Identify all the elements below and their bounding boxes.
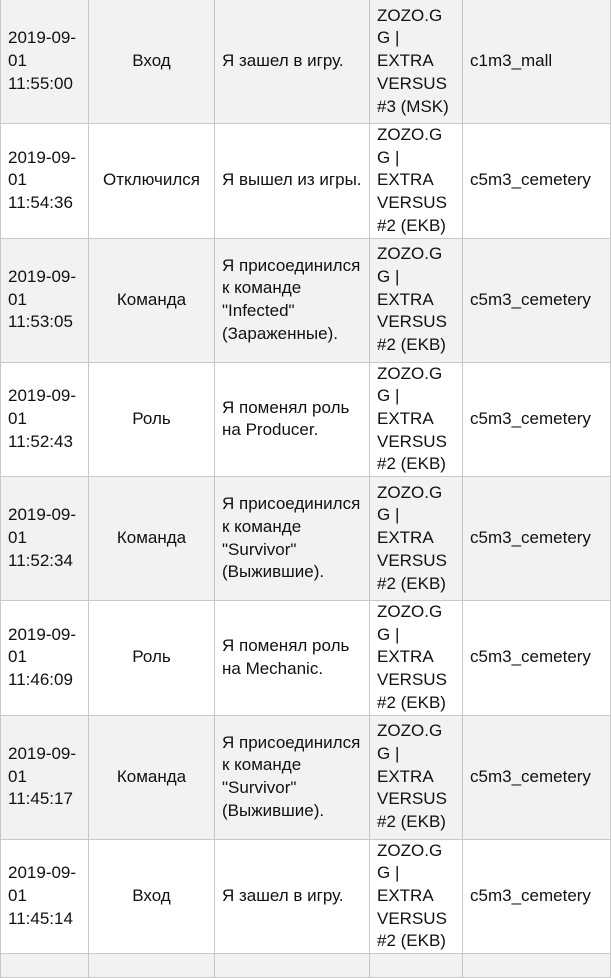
server-cell (370, 601, 463, 716)
event-type-cell (89, 362, 215, 477)
event-type-text: Отключился (103, 170, 200, 190)
map-text: c1m3_mall (470, 51, 553, 71)
event-type-text: Вход (132, 885, 171, 905)
server-cell (370, 0, 463, 124)
server-text: ZOZO.GG | EXTRA VERSUS #2 (EKB) (377, 482, 447, 593)
time-text: 2019-09-01 11:53:05 (8, 266, 77, 332)
time-text: 2019-09-01 11:55:00 (8, 28, 77, 93)
event-type-text: Команда (116, 289, 187, 309)
event-type-cell (89, 124, 215, 239)
message-text: Я поменял роль на Producer. (222, 397, 350, 440)
event-type-text: Команда (116, 528, 187, 548)
event-type-text: Команда (116, 766, 187, 786)
time-text: 2019-09-01 11:52:43 (8, 386, 77, 451)
event-type-cell (89, 238, 215, 362)
map-text: c5m3_cemetery (470, 766, 591, 786)
message-text: Я поменял роль на Mechanic. (222, 636, 350, 678)
map-cell (463, 124, 611, 239)
message-cell (215, 601, 370, 716)
time-text: 2019-09-01 11:46:09 (8, 624, 77, 690)
map-cell (463, 238, 611, 362)
server-text: ZOZO.GG | EXTRA VERSUS #2 (EKB) (377, 125, 447, 235)
event-type-text: Роль (132, 408, 171, 428)
time-cell (1, 362, 89, 477)
server-cell (370, 715, 463, 839)
map-cell (463, 839, 611, 954)
time-cell (1, 0, 89, 124)
map-cell (463, 362, 611, 477)
map-text: c5m3_cemetery (470, 289, 591, 309)
message-text: Я зашел в игру. (222, 885, 344, 905)
server-text: ZOZO.GG | EXTRA VERSUS #2 (EKB) (377, 840, 447, 951)
message-text: Я присоединился к команде "Survivor" (Выжившие). (222, 732, 361, 820)
table-row (1, 839, 611, 954)
server-text: ZOZO.GG | EXTRA VERSUS #3 (MSK) (377, 5, 449, 116)
table-row (1, 954, 611, 978)
map-text: c5m3_cemetery (470, 885, 591, 905)
table-row (1, 715, 611, 839)
message-text: Я присоединился к команде "Survivor" (Выжившие). (222, 494, 361, 582)
event-type-cell (89, 839, 215, 954)
message-cell (215, 238, 370, 362)
server-cell (370, 362, 463, 477)
server-text: ZOZO.GG | EXTRA VERSUS #2 (EKB) (377, 363, 447, 474)
map-text: c5m3_cemetery (470, 647, 591, 667)
time-cell (1, 477, 89, 601)
server-text: ZOZO.GG | EXTRA VERSUS #2 (EKB) (377, 244, 447, 355)
time-text: 2019-09-01 11:52:34 (8, 505, 77, 570)
map-text: c5m3_cemetery (470, 528, 591, 548)
time-text: 2019-09-01 11:54:36 (8, 147, 77, 213)
server-cell (370, 477, 463, 601)
message-cell (215, 954, 370, 978)
map-cell (463, 0, 611, 124)
time-cell (1, 954, 89, 978)
message-cell (215, 124, 370, 239)
event-type-text: Роль (132, 647, 171, 667)
map-text: c5m3_cemetery (470, 408, 591, 428)
time-text: 2019-09-01 11:45:17 (8, 743, 77, 809)
message-cell (215, 477, 370, 601)
message-cell (215, 362, 370, 477)
event-type-cell (89, 601, 215, 716)
message-text: Я вышел из игры. (222, 170, 362, 190)
server-cell (370, 839, 463, 954)
server-cell (370, 124, 463, 239)
server-cell (370, 954, 463, 978)
message-text: Я присоединился к команде "Infected" (Зараженные). (222, 255, 361, 343)
time-cell (1, 601, 89, 716)
event-type-cell (89, 477, 215, 601)
message-cell (215, 715, 370, 839)
event-type-cell (89, 0, 215, 124)
table-row (1, 477, 611, 601)
map-cell (463, 715, 611, 839)
server-text: ZOZO.GG | EXTRA VERSUS #2 (EKB) (377, 721, 447, 832)
message-cell (215, 0, 370, 124)
map-cell (463, 601, 611, 716)
event-type-cell (89, 954, 215, 978)
map-cell (463, 477, 611, 601)
server-cell (370, 238, 463, 362)
time-cell (1, 839, 89, 954)
time-cell (1, 124, 89, 239)
table-row (1, 238, 611, 362)
table-row (1, 124, 611, 239)
event-type-text: Вход (132, 51, 171, 71)
server-text: ZOZO.GG | EXTRA VERSUS #2 (EKB) (377, 602, 447, 712)
message-text: Я зашел в игру. (222, 51, 344, 71)
table-row (1, 0, 611, 124)
event-type-cell (89, 715, 215, 839)
message-cell (215, 839, 370, 954)
table-row (1, 601, 611, 716)
table-row (1, 362, 611, 477)
map-text: c5m3_cemetery (470, 170, 591, 190)
time-cell (1, 715, 89, 839)
time-cell (1, 238, 89, 362)
time-text: 2019-09-01 11:45:14 (8, 863, 77, 928)
map-cell (463, 954, 611, 978)
